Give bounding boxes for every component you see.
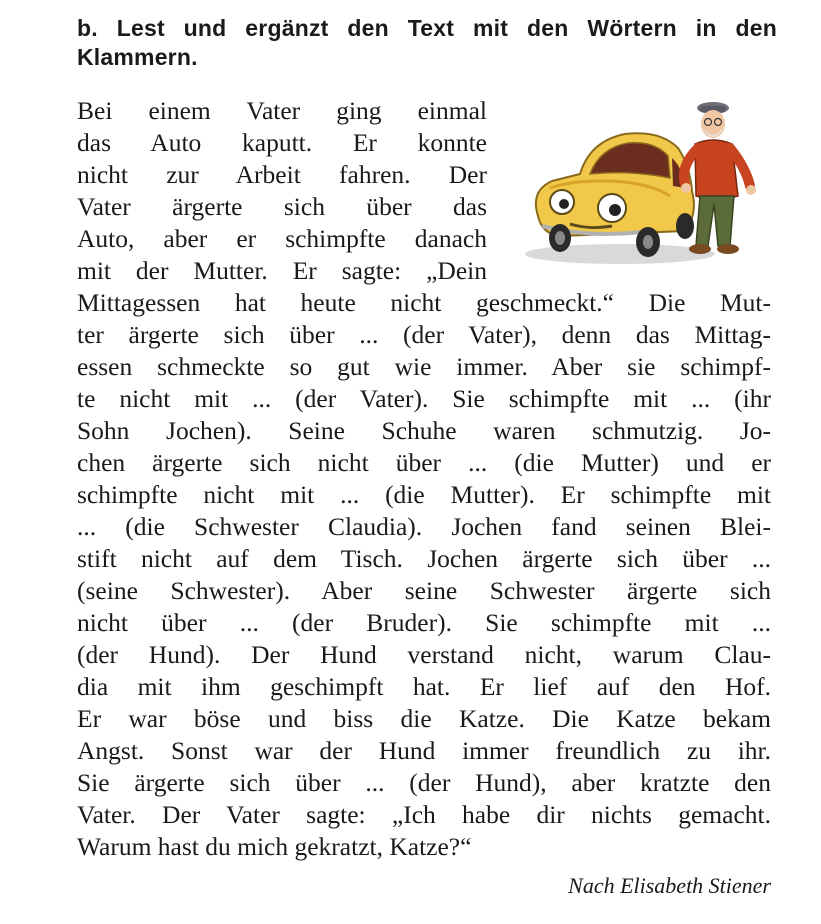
text-line: Bei einem Vater ging einmal	[77, 96, 487, 125]
text-line: Sie ärgerte sich über ... (der Hund), aber kratzte den	[77, 768, 771, 797]
task-instruction: b. Lest und ergänzt den Text mit den Wörtern in den Klammern.	[77, 15, 777, 70]
text-line: stift nicht auf dem Tisch. Jochen ärgerte sich über ...	[77, 544, 771, 573]
text-line: nicht über ... (der Bruder). Sie schimpfte mit ...	[77, 608, 771, 637]
text-line: Sohn Jochen). Seine Schuhe waren schmutzig. Jo-	[77, 416, 771, 445]
text-line: Warum hast du mich gekratzt, Katze?“	[77, 832, 472, 861]
text-line: Auto, aber er schimpfte danach	[77, 224, 487, 253]
text-line: ter ärgerte sich über ... (der Vater), denn das Mittag-	[77, 320, 771, 349]
attribution: Nach Elisabeth Stiener	[568, 873, 771, 898]
text-line: ... (die Schwester Claudia). Jochen fand seinen Blei-	[77, 512, 771, 541]
text-line: dia mit ihm geschimpft hat. Er lief auf den Hof.	[77, 672, 771, 701]
text-line: Vater ärgerte sich über das	[77, 192, 487, 221]
text-line: nicht zur Arbeit fahren. Der	[77, 160, 487, 189]
text-line: (der Hund). Der Hund verstand nicht, warum Clau-	[77, 640, 771, 669]
text-line: chen ärgerte sich nicht über ... (die Mutter) und er	[77, 448, 771, 477]
text-line: Mittagessen hat heute nicht geschmeckt.“ Die Mut-	[77, 288, 771, 317]
text-line: das Auto kaputt. Er konnte	[77, 128, 487, 157]
text-line: mit der Mutter. Er sagte: „Dein	[77, 256, 487, 285]
text-line: essen schmeckte so gut wie immer. Aber sie schimpf-	[77, 352, 771, 381]
text-line: Er war böse und biss die Katze. Die Katze bekam	[77, 704, 771, 733]
car-icon	[536, 133, 694, 257]
text-line: Angst. Sonst war der Hund immer freundlich zu ihr.	[77, 736, 771, 765]
text-line: schimpfte nicht mit ... (die Mutter). Er schimpfte mit	[77, 480, 771, 509]
text-line: (seine Schwester). Aber seine Schwester ärgerte sich	[77, 576, 771, 605]
text-line: Vater. Der Vater sagte: „Ich habe dir nichts gemacht.	[77, 800, 771, 829]
illustration-svg	[520, 96, 780, 271]
car-and-old-man-illustration	[520, 96, 780, 271]
text-line: te nicht mit ... (der Vater). Sie schimpfte mit ... (ihr	[77, 384, 771, 413]
